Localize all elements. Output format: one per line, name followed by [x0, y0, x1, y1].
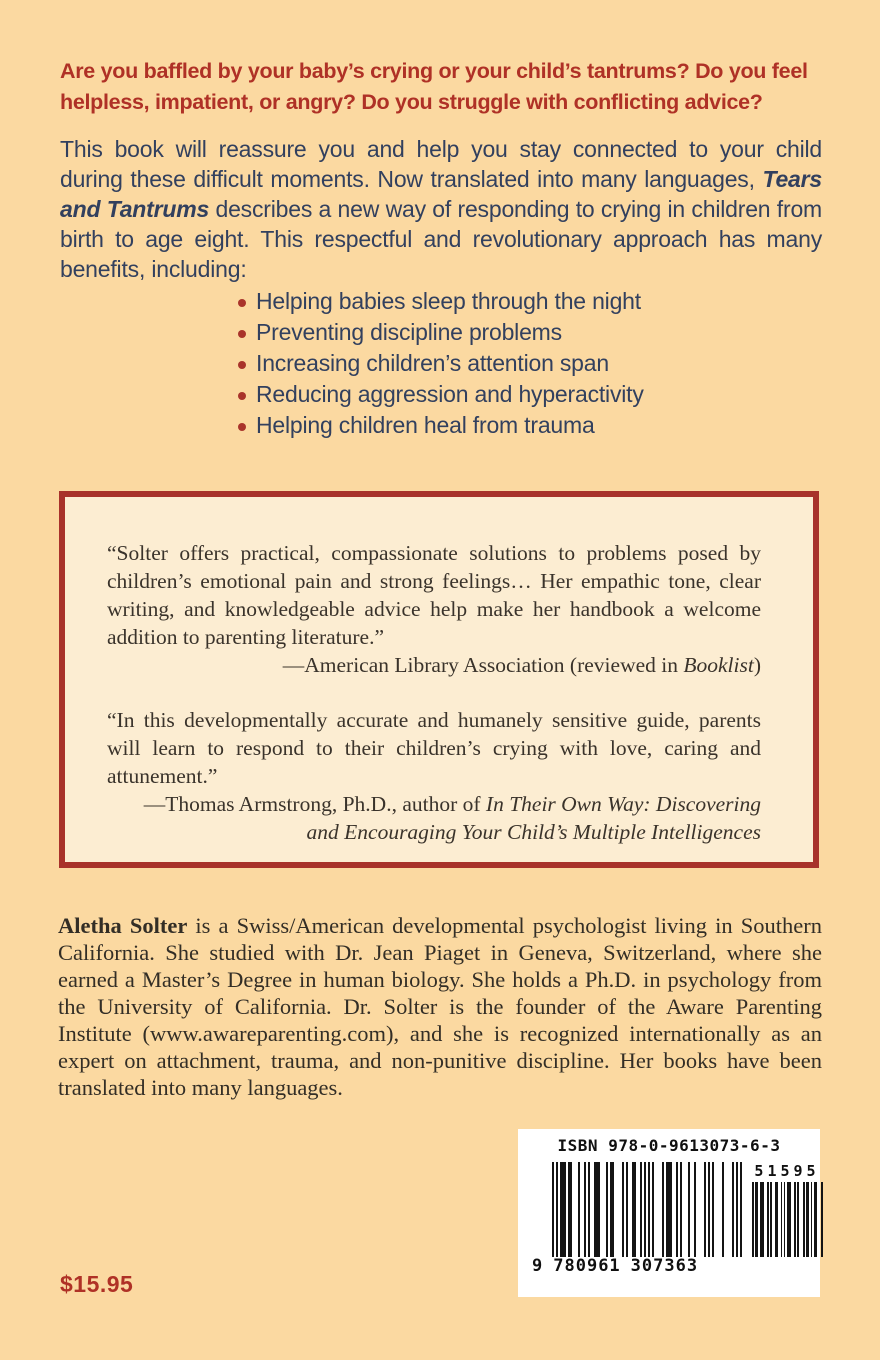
list-item [238, 286, 644, 317]
barcode-bars-main [552, 1162, 744, 1257]
book-title: Tears and Tantrums [60, 166, 822, 222]
attribution-text: —American Library Association (reviewed in [282, 653, 684, 677]
author-name: Aletha Solter [58, 913, 188, 938]
benefit-label: Preventing discipline problems [256, 319, 562, 345]
review-attribution [107, 651, 761, 679]
barcode-ean-digits [532, 1256, 698, 1276]
author-bio-text: is a Swiss/American developmental psychologist living in Southern California. She studied with Dr. Jean Piaget in Geneva, Switzerland, where she earned a Master’s Degree in human biology. She holds a Ph.D. in psychology from the University of California. Dr. Solter is the founder of the Aware Parenting Institute (www.awareparenting.com), and she is recognized internationally as an expert on attachment, trauma, and non-punitive discipline. Her books have been translated into many languages. [58, 913, 822, 1100]
list-item [238, 348, 644, 379]
intro-paragraph [60, 134, 822, 284]
bullet-icon [238, 423, 246, 431]
review-quote: “Solter offers practical, compassionate solutions to problems posed by children’s emotional pain and strong feelings… Her empathic tone, clear writing, and knowledgeable advice help make her handbook a welcome addition to parenting literature.” [107, 541, 761, 649]
bullet-icon [238, 392, 246, 400]
headline: Are you baffled by your baby’s crying or your child’s tantrums? Do you feel helpless, impatient, or angry? Do you struggle with conflicting advice? [60, 59, 808, 114]
bullet-icon [238, 361, 246, 369]
reviews-box [59, 491, 819, 868]
attribution-text: ) [753, 653, 761, 677]
intro-text-after: describes a new way of responding to crying in children from birth to age eight. This respectful and revolutionary approach has many benefits, including: [60, 196, 822, 282]
benefit-label: Helping children heal from trauma [256, 412, 595, 438]
benefit-label: Reducing aggression and hyperactivity [256, 381, 644, 407]
ean-digit-group: 780961 [553, 1256, 621, 1276]
review-quote: “In this developmentally accurate and humanely sensitive guide, parents will learn to respond to their children’s crying with love, caring and attunement.” [107, 708, 761, 788]
benefit-label: Increasing children’s attention span [256, 350, 609, 376]
barcode [518, 1129, 820, 1297]
bullet-icon [238, 299, 246, 307]
attribution-source-title: In Their Own Way: Discovering and Encouraging Your Child’s Multiple Intelligences [306, 792, 761, 844]
benefit-label: Helping babies sleep through the night [256, 288, 641, 314]
bullet-icon [238, 330, 246, 338]
attribution-source-title: Booklist [683, 653, 754, 677]
intro-text-before: This book will reassure you and help you stay connected to your child during these difficult moments. Now translated into many languages, [60, 136, 822, 192]
list-item [238, 379, 644, 410]
author-bio [58, 912, 822, 1101]
barcode-supplement-number: 51595 [754, 1162, 820, 1180]
price-label: $15.95 [60, 1271, 134, 1297]
barcode-bars-supplement [752, 1182, 823, 1257]
list-item [238, 410, 644, 441]
isbn-label: ISBN 978-0-9613073-6-3 [557, 1136, 781, 1155]
attribution-text: —Thomas Armstrong, Ph.D., author of [143, 792, 486, 816]
list-item [238, 317, 644, 348]
review-attribution [107, 790, 761, 846]
benefits-list [238, 286, 644, 441]
ean-digit-group: 307363 [630, 1256, 699, 1276]
ean-digit-group: 9 [532, 1256, 544, 1276]
